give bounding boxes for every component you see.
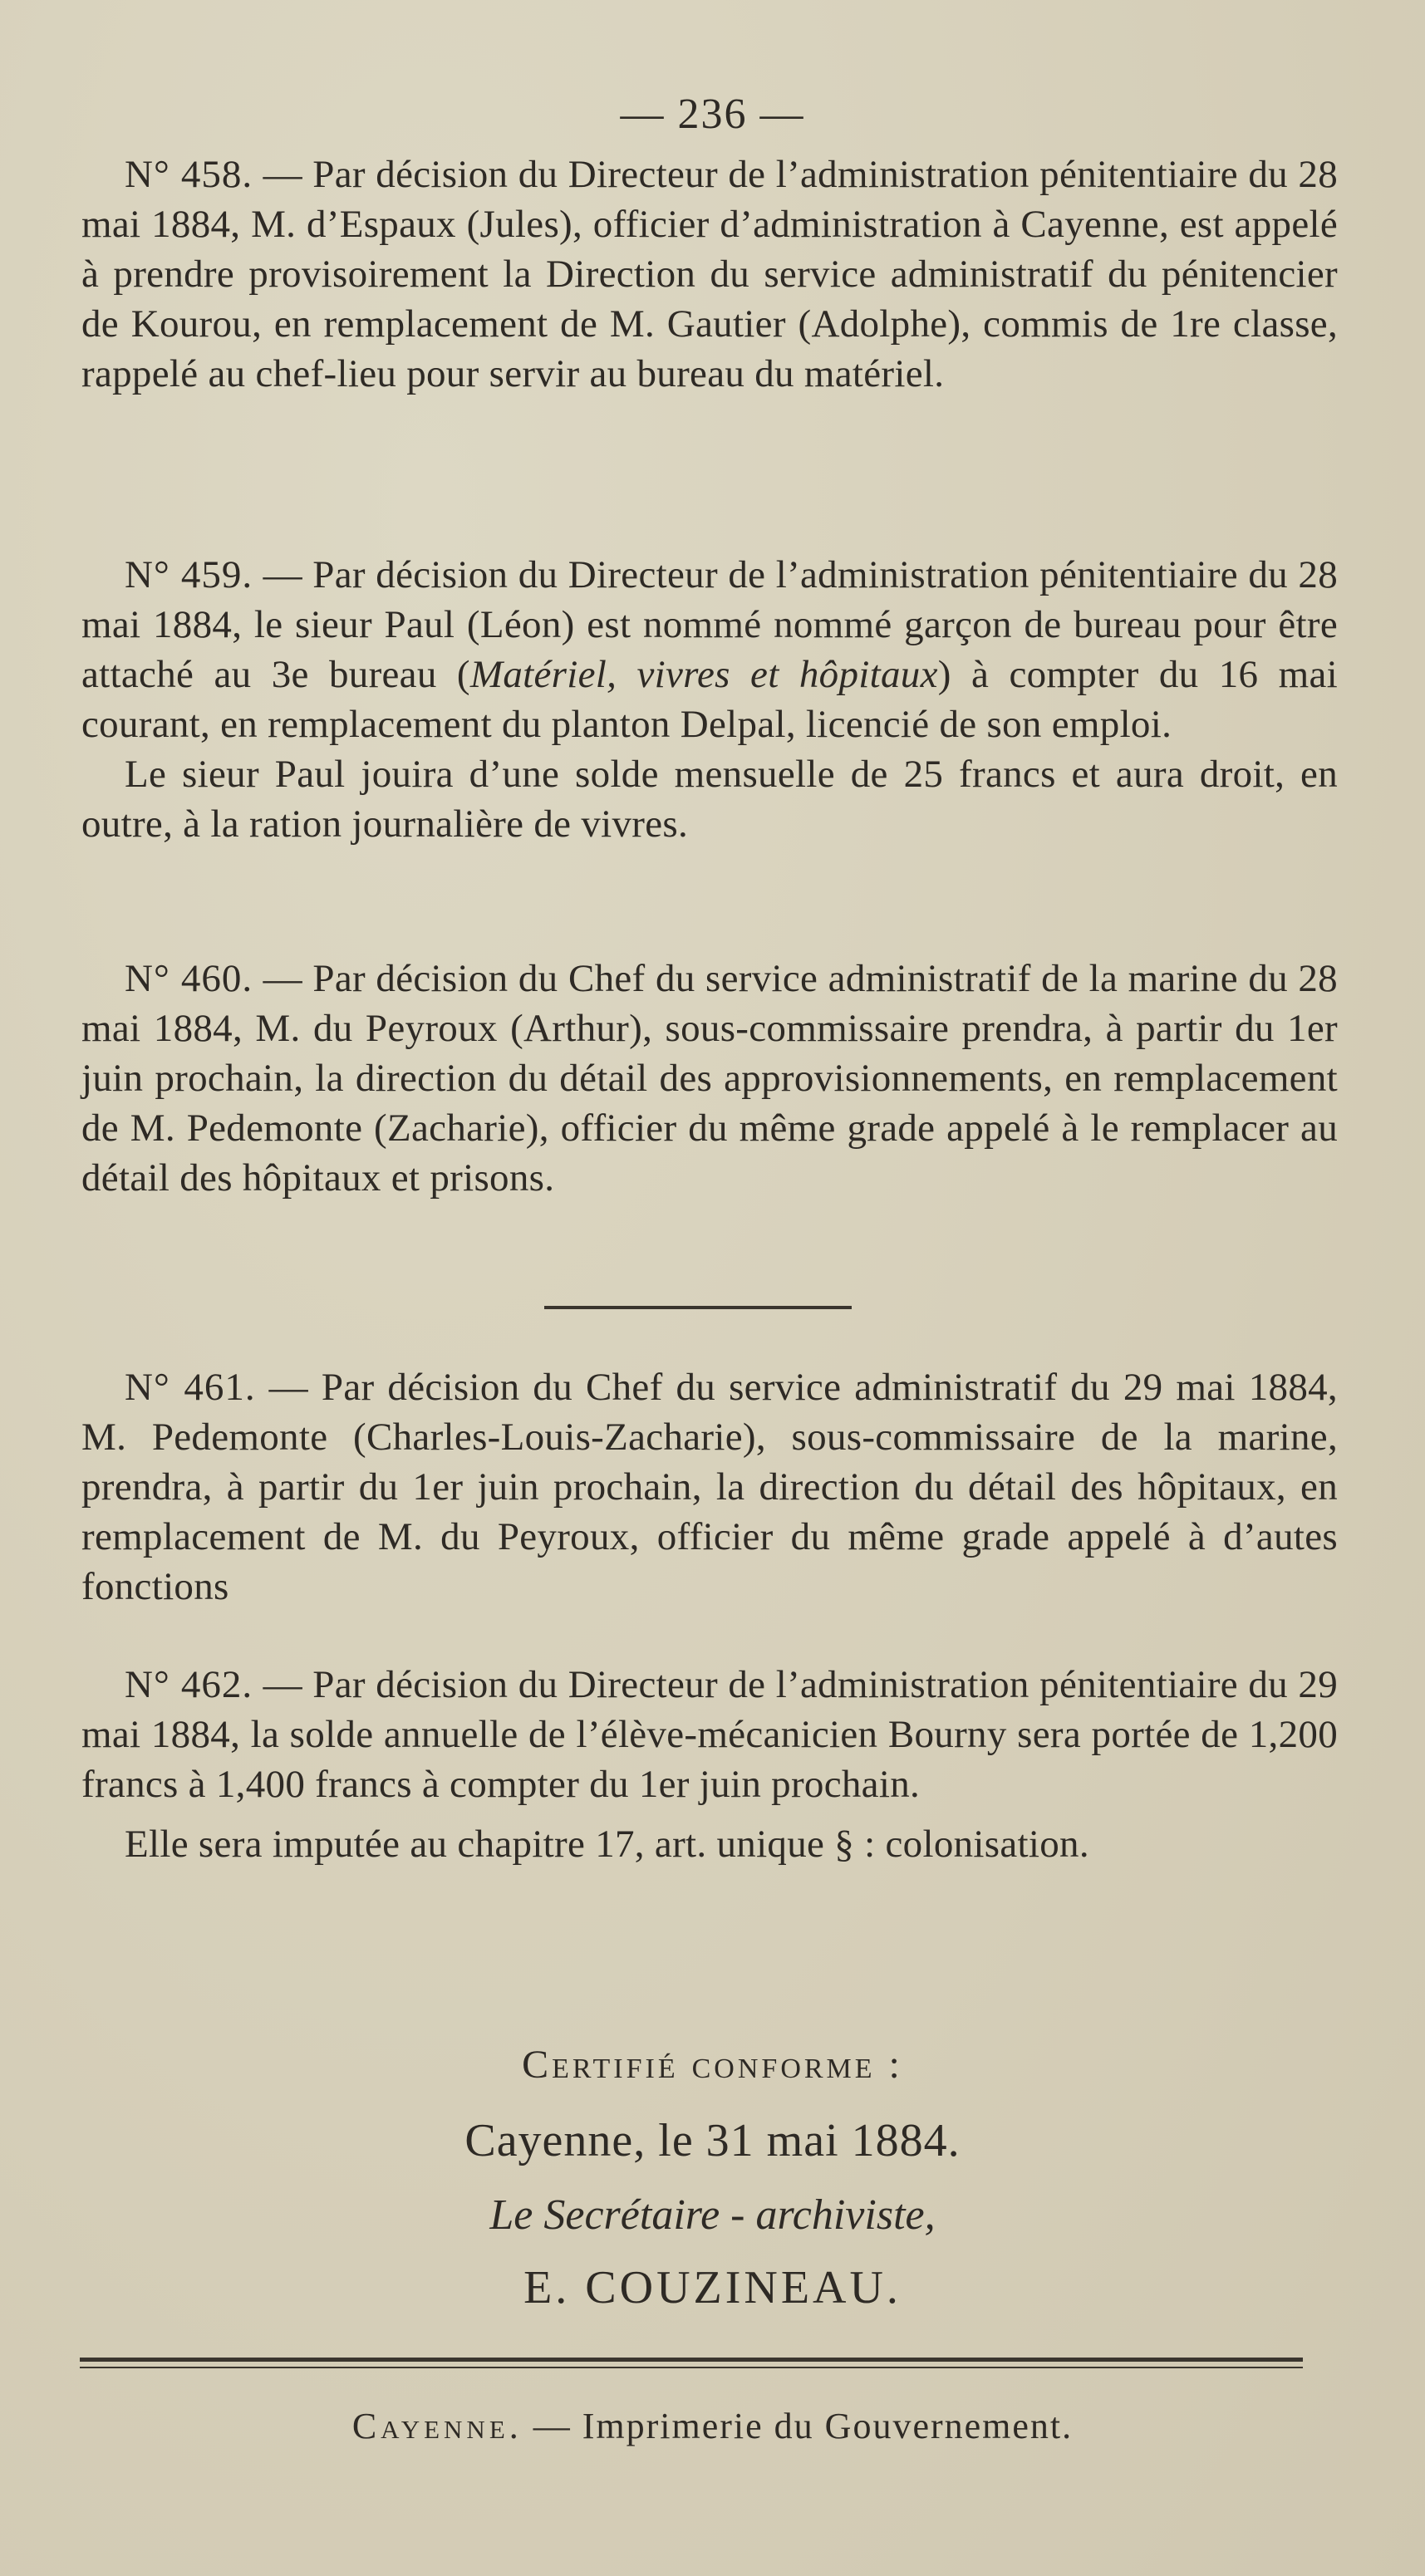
entry-458 <box>81 150 1338 399</box>
page-number: — 236 — <box>620 91 805 138</box>
entry-paragraph <box>81 1362 1338 1612</box>
entry-number: N° 459. <box>125 553 253 596</box>
certified-statement: Certifié conforme : <box>522 2043 903 2087</box>
entry-number: N° 458. <box>125 153 253 196</box>
section-divider <box>544 1306 852 1309</box>
entry-text-continued: ) à compter du 16 mai courant, en remplacement du planton Delpal, licencié de son emploi. <box>81 653 1339 746</box>
entry-459 <box>81 550 1338 849</box>
imprint-line <box>0 2405 1425 2447</box>
entry-paragraph <box>81 550 1338 749</box>
entry-461 <box>81 1362 1338 1612</box>
place-date: Cayenne, le 31 mai 1884. <box>464 2115 961 2166</box>
entry-second-paragraph: Elle sera imputée au chapitre 17, art. unique § : colonisation. <box>125 1823 1089 1866</box>
entry-paragraph <box>81 1660 1338 1809</box>
entry-number: N° 461. <box>125 1366 256 1409</box>
signer-title: Le Secrétaire - archiviste, <box>489 2191 936 2239</box>
imprint-city: Cayenne. <box>351 2406 523 2446</box>
entry-460 <box>81 954 1338 1203</box>
entry-text: — Par décision du Chef du service administratif de la marine du 28 mai 1884, M. du Peyroux (Arthur), sous-commissaire prendra, à partir du 1er juin prochain, la direction du détail des approvisionnements, en remplacement de M. Pedemonte (Zacharie), officier du même grade appelé à le remplacer au détail des hôpitaux et prisons. <box>81 957 1338 1200</box>
entry-second-paragraph: Le sieur Paul jouira d’une solde mensuelle de 25 francs et aura droit, en outre, à la ration journalière de vivres. <box>81 753 1338 846</box>
entry-paragraph <box>81 954 1338 1203</box>
entry-paragraph <box>81 150 1338 399</box>
entry-number: N° 462. <box>125 1663 253 1706</box>
entry-text: — Par décision du Directeur de l’administration pénitentiaire du 28 mai 1884, le sieur Paul (Léon) est nommé nommé garçon de bureau pour être attaché au 3e bureau ( <box>81 553 1338 696</box>
footer-divider <box>80 2358 1303 2368</box>
entry-text: — Par décision du Directeur de l’administration pénitentiaire du 28 mai 1884, M. d’Espaux (Jules), officier d’administration à Cayenne, est appelé à prendre provisoirement la Direction du service administratif du pénitencier de Kourou, en remplacement de M. Gautier (Adolphe), commis de 1re classe, rappelé au chef-lieu pour servir au bureau du matériel. <box>81 153 1338 395</box>
entry-number: N° 460. <box>125 957 253 1000</box>
entry-text: — Par décision du Directeur de l’administration pénitentiaire du 29 mai 1884, la solde annuelle de l’élève-mécanicien Bourny sera portée de 1,200 francs à 1,400 francs à compter du 1er juin prochain. <box>81 1663 1338 1806</box>
signer-name: E. COUZINEAU. <box>523 2262 902 2313</box>
entry-italic-text: Matériel, vivres et hôpitaux <box>469 653 938 696</box>
entry-text: — Par décision du Chef du service administratif du 29 mai 1884, M. Pedemonte (Charles-Louis-Zacharie), sous-commissaire de la marine, prendra, à partir du 1er juin prochain, la direction du détail des hôpitaux, en remplacement de M. du Peyroux, officier du même grade appelé à d’autes fonctions <box>81 1366 1338 1608</box>
imprint-text: — Imprimerie du Gouvernement. <box>533 2406 1074 2446</box>
entry-462 <box>81 1660 1338 1869</box>
